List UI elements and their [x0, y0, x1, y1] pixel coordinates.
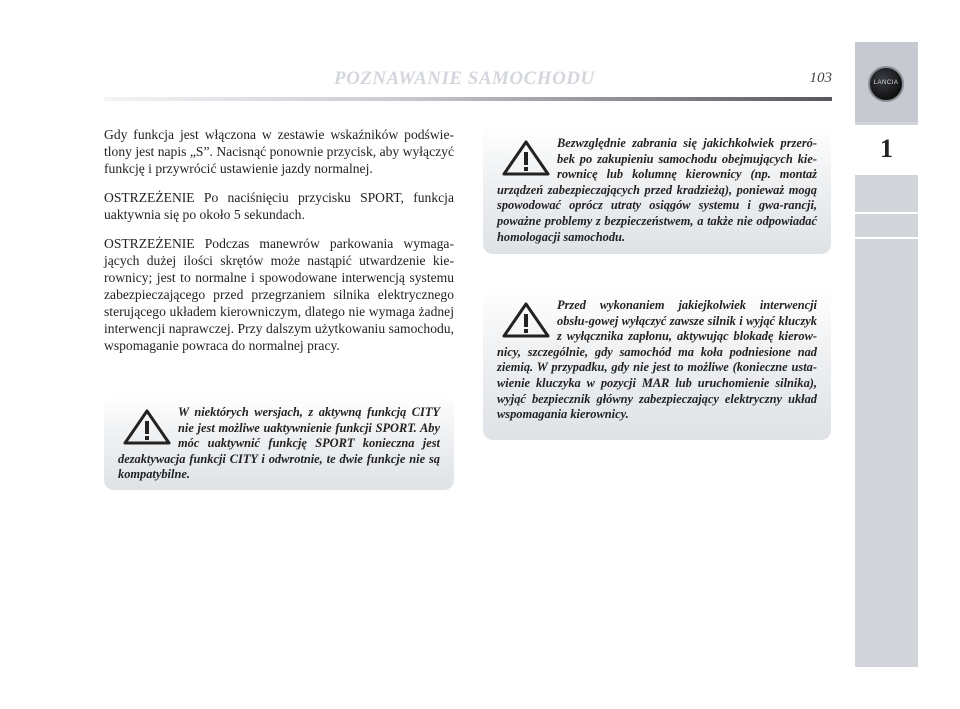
- warning-text-city: W niektórych wersjach, z aktywną funkcją CITY nie jest możliwe uaktywnienie funkcji SPORT. Aby móc uaktywnić funkcję SPORT konieczna jest dezaktywacja funkcji CITY i odwrotnie, te dwie funkcje nie są kompatybilne.: [118, 405, 440, 482]
- chapter-side-tab: [855, 42, 918, 667]
- warning-box-service: [483, 288, 831, 440]
- logo-text: LANCIA: [873, 80, 899, 86]
- paragraph-parking-warning: OSTRZEŻENIE Podczas manewrów parkowania wymaga-jących dużej ilości skrętów może nastąpić utwardzenie kie-rownicy; jest to normalne i spowodowane interwencją systemu zabezpieczającego przed przegrzaniem silnika elektrycznego sterującego układem kierowniczym, dlatego nie wymaga żadnej interwencji naprawczej. Przy dalszym użytkowaniu samochodu, wspomaganie powraca do normalnej pracy.: [104, 236, 454, 353]
- warning-triangle-icon: [122, 409, 172, 445]
- tab-divider: [855, 237, 918, 239]
- lancia-logo-icon: [868, 66, 904, 102]
- warning-text-service: Przed wykonaniem jakiejkolwiek interwencji obsłu-gowej wyłączyć zawsze silnik i wyjąć kluczyk z wyłącznika zapłonu, aktywując blokadę kierow-nicy, szczególnie, gdy samochód ma koła podniesione nad ziemią. W przypadku, gdy nie jest to możliwe (konieczne usta-wienie kluczyka w pozycji MAR lub uruchomienie silnika), wyjąć bezpiecznik główny zabezpieczający elektryczny układ wspomagania kierownicy.: [497, 298, 817, 422]
- warning-box-city: [104, 395, 454, 490]
- page-number: 103: [809, 70, 832, 86]
- warning-text-modification: Bezwzględnie zabrania się jakichkolwiek przeró-bek po zakupieniu samochodu obejmujących kie-rownicę lub kolumnę kierownicy (np. montaż urządzeń zabezpieczających przed kradzieżą), ponieważ mogą spowodować oprócz utraty osiągów systemu i gwa-rancji, poważne problemy z bezpieczeństwem, a także nie odpowiadać homologacji samochodu.: [497, 136, 817, 244]
- warning-box-modification: [483, 126, 831, 254]
- chapter-number[interactable]: 1: [855, 125, 918, 175]
- page-header: [104, 63, 832, 103]
- warning-triangle-icon: [501, 140, 551, 176]
- warning-triangle-icon: [501, 302, 551, 338]
- paragraph-function-on: Gdy funkcja jest włączona w zestawie wskaźników podświe-tlony jest napis „S”. Nacisnąć ponownie przycisk, aby wyłączyć funkcję i przywrócić ustawienie jazdy normalnej.: [104, 127, 454, 176]
- logo-area: [855, 42, 918, 122]
- tab-divider: [855, 212, 918, 214]
- header-rule: [104, 97, 832, 101]
- paragraph-sport-warning: OSTRZEŻENIE Po naciśnięciu przycisku SPORT, funkcja uaktywnia się po około 5 sekundach.: [104, 190, 454, 222]
- main-text-column: [104, 126, 454, 366]
- section-title: POZNAWANIE SAMOCHODU: [334, 68, 595, 89]
